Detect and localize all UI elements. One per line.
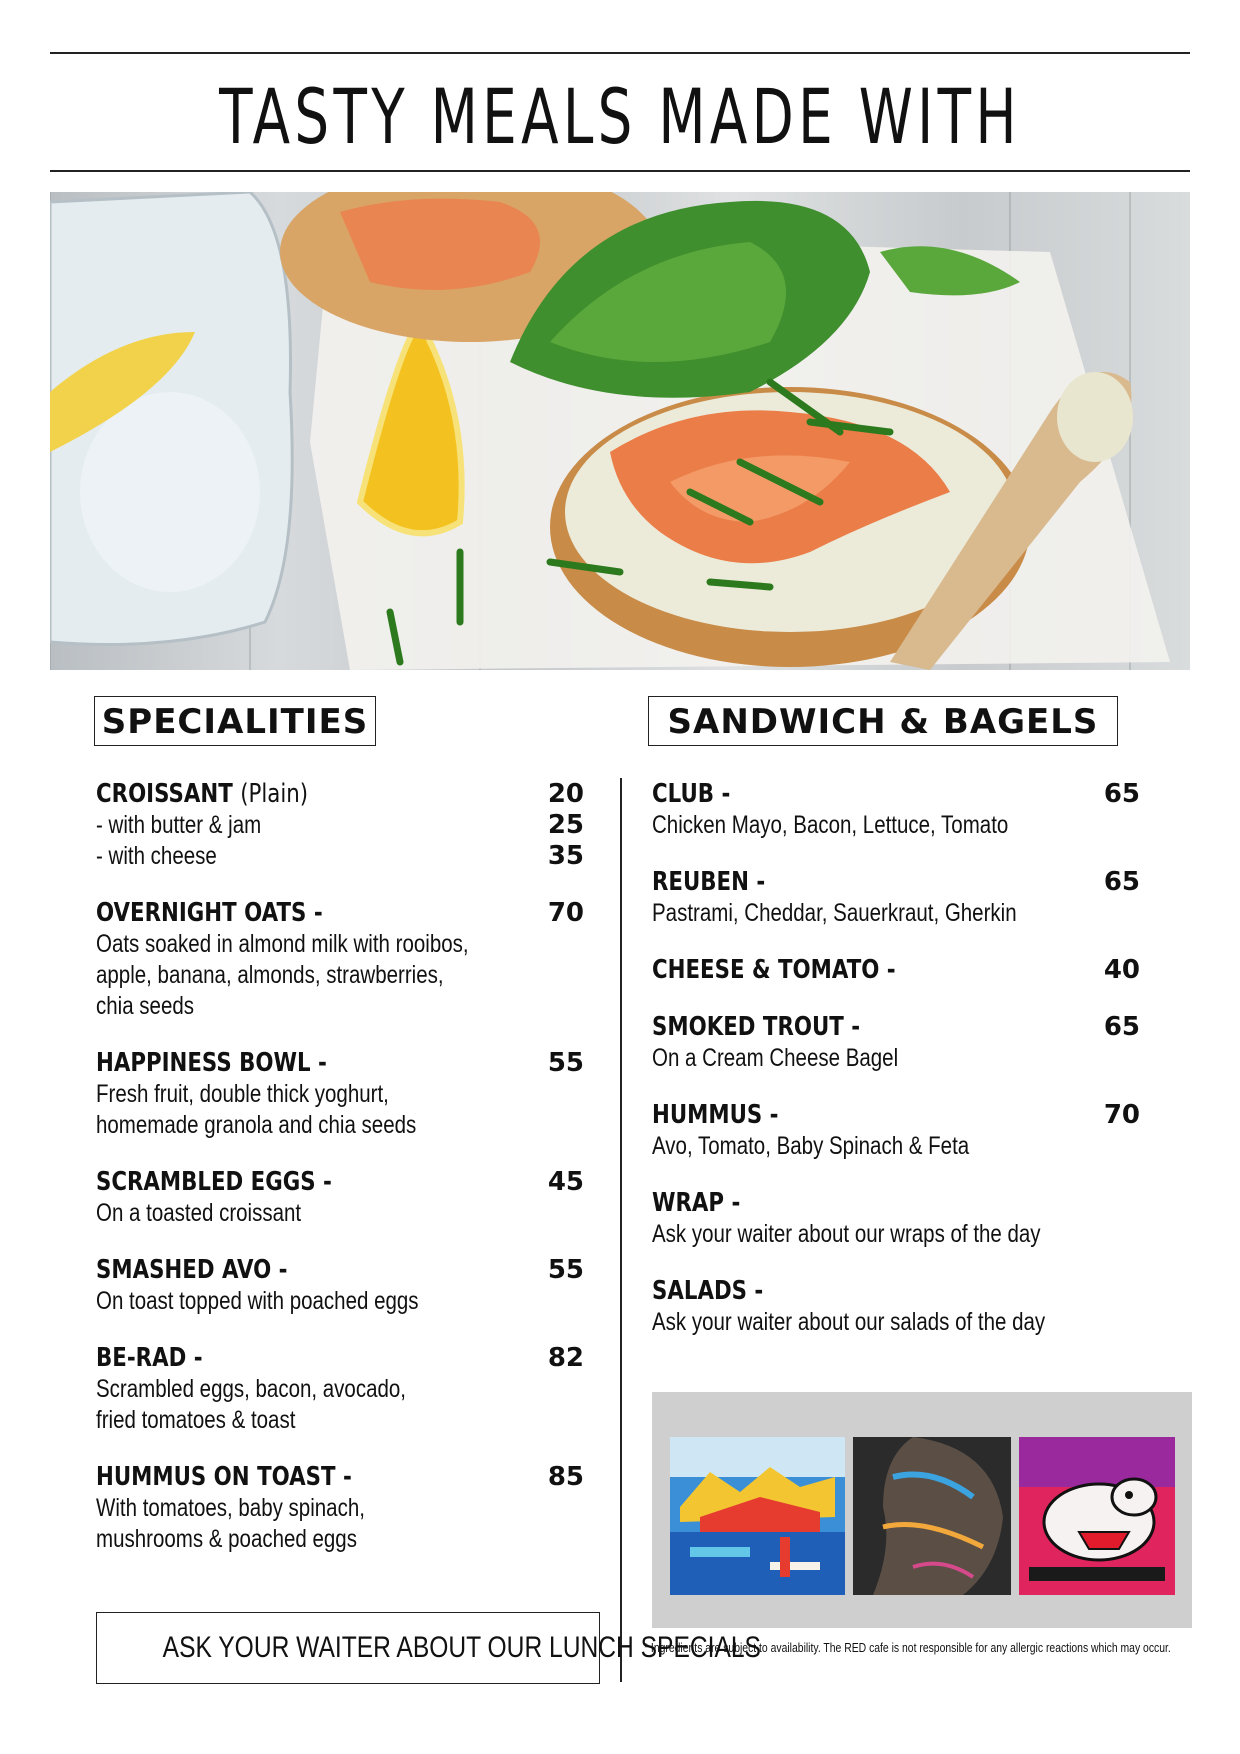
item-name: SMOKED TROUT - [652,1012,861,1042]
item-desc: On toast topped with poached eggs [96,1287,419,1315]
menu-item [652,778,1140,841]
item-name: WRAP - [652,1188,741,1218]
menu-item [96,1342,584,1436]
dog-painting [1019,1437,1175,1595]
sandwiches-list [652,778,1140,1363]
option-price: 25 [547,810,584,840]
hero-photo-bagel-salmon [50,192,1190,670]
option-row [96,841,584,872]
art-image-dog [1019,1437,1175,1595]
item-name: HUMMUS ON TOAST - [96,1462,352,1492]
item-price: 55 [547,1255,584,1285]
item-desc: On a Cream Cheese Bagel [652,1044,899,1072]
art-image-face [853,1437,1011,1595]
column-divider [620,778,622,1682]
menu-item [96,1461,584,1555]
item-name: BE-RAD - [96,1343,203,1373]
face-painting [853,1437,1011,1595]
item-desc: Scrambled eggs, bacon, avocado, [96,1375,406,1403]
menu-item [96,1047,584,1141]
item-desc: Pastrami, Cheddar, Sauerkraut, Gherkin [652,899,1017,927]
item-name: OVERNIGHT OATS - [96,898,323,928]
item-desc: Fresh fruit, double thick yoghurt, [96,1080,389,1108]
menu-item [96,897,584,1022]
art-image-harbour [670,1437,845,1595]
menu-item [96,1254,584,1317]
option-label: - with butter & jam [96,811,262,839]
item-desc: Avo, Tomato, Baby Spinach & Feta [652,1132,970,1160]
item-price: 55 [547,1048,584,1078]
page-title: TASTY MEALS MADE WITH [219,72,1021,161]
menu-item-croissant [96,778,584,872]
item-price: 45 [547,1167,584,1197]
item-name: SALADS - [652,1276,764,1306]
option-price: 35 [547,841,584,871]
top-rule [50,52,1190,54]
hero-illustration [50,192,1190,670]
sandwiches-heading: SANDWICH & BAGELS [648,696,1118,746]
item-desc: mushrooms & poached eggs [96,1525,357,1553]
allergy-footnote: * Ingredients are subject to availability. The RED cafe is not responsible for any allergic reactions which may occur. [644,1640,1171,1655]
lunch-specials-box [96,1612,761,1684]
option-row [96,810,584,841]
option-label: - with cheese [96,842,217,870]
specialities-list [96,778,584,1580]
item-desc: homemade granola and chia seeds [96,1111,417,1139]
menu-item [652,1275,1140,1338]
item-desc: chia seeds [96,992,195,1020]
art-gallery-panel [652,1392,1192,1628]
item-desc: apple, banana, almonds, strawberries, [96,961,444,989]
item-name: SCRAMBLED EGGS - [96,1167,332,1197]
item-name [96,778,496,810]
menu-item [652,1011,1140,1074]
item-name: REUBEN - [652,867,766,897]
item-price: 40 [1103,955,1140,985]
item-desc: Chicken Mayo, Bacon, Lettuce, Tomato [652,811,1009,839]
item-desc: With tomatoes, baby spinach, [96,1494,365,1522]
item-price: 20 [547,779,584,809]
item-name: CLUB - [652,779,731,809]
item-desc: On a toasted croissant [96,1199,302,1227]
croissant-name: CROISSANT [96,779,233,809]
item-desc: fried tomatoes & toast [96,1406,296,1434]
item-name: HAPPINESS BOWL - [96,1048,327,1078]
menu-item [652,1187,1140,1250]
lunch-specials-text: ASK YOUR WAITER ABOUT OUR LUNCH SPECIALS [162,1631,761,1664]
item-name: CHEESE & TOMATO - [652,955,896,985]
harbour-painting [670,1437,845,1595]
item-price: 70 [1103,1100,1140,1130]
item-name: SMASHED AVO - [96,1255,288,1285]
item-desc: Oats soaked in almond milk with rooibos, [96,930,469,958]
item-price: 65 [1103,779,1140,809]
croissant-variant: (Plain) [240,779,309,809]
menu-item [96,1166,584,1229]
menu-item [652,1099,1140,1162]
item-desc: Ask your waiter about our salads of the day [652,1308,1046,1336]
item-price: 65 [1103,867,1140,897]
menu-item [652,954,1140,986]
title-bottom-rule [50,170,1190,172]
item-price: 65 [1103,1012,1140,1042]
specialities-heading: SPECIALITIES [94,696,376,746]
item-price: 70 [547,898,584,928]
item-price: 82 [547,1343,584,1373]
item-name: HUMMUS - [652,1100,779,1130]
item-desc: Ask your waiter about our wraps of the day [652,1220,1041,1248]
item-price: 85 [547,1462,584,1492]
menu-item [652,866,1140,929]
